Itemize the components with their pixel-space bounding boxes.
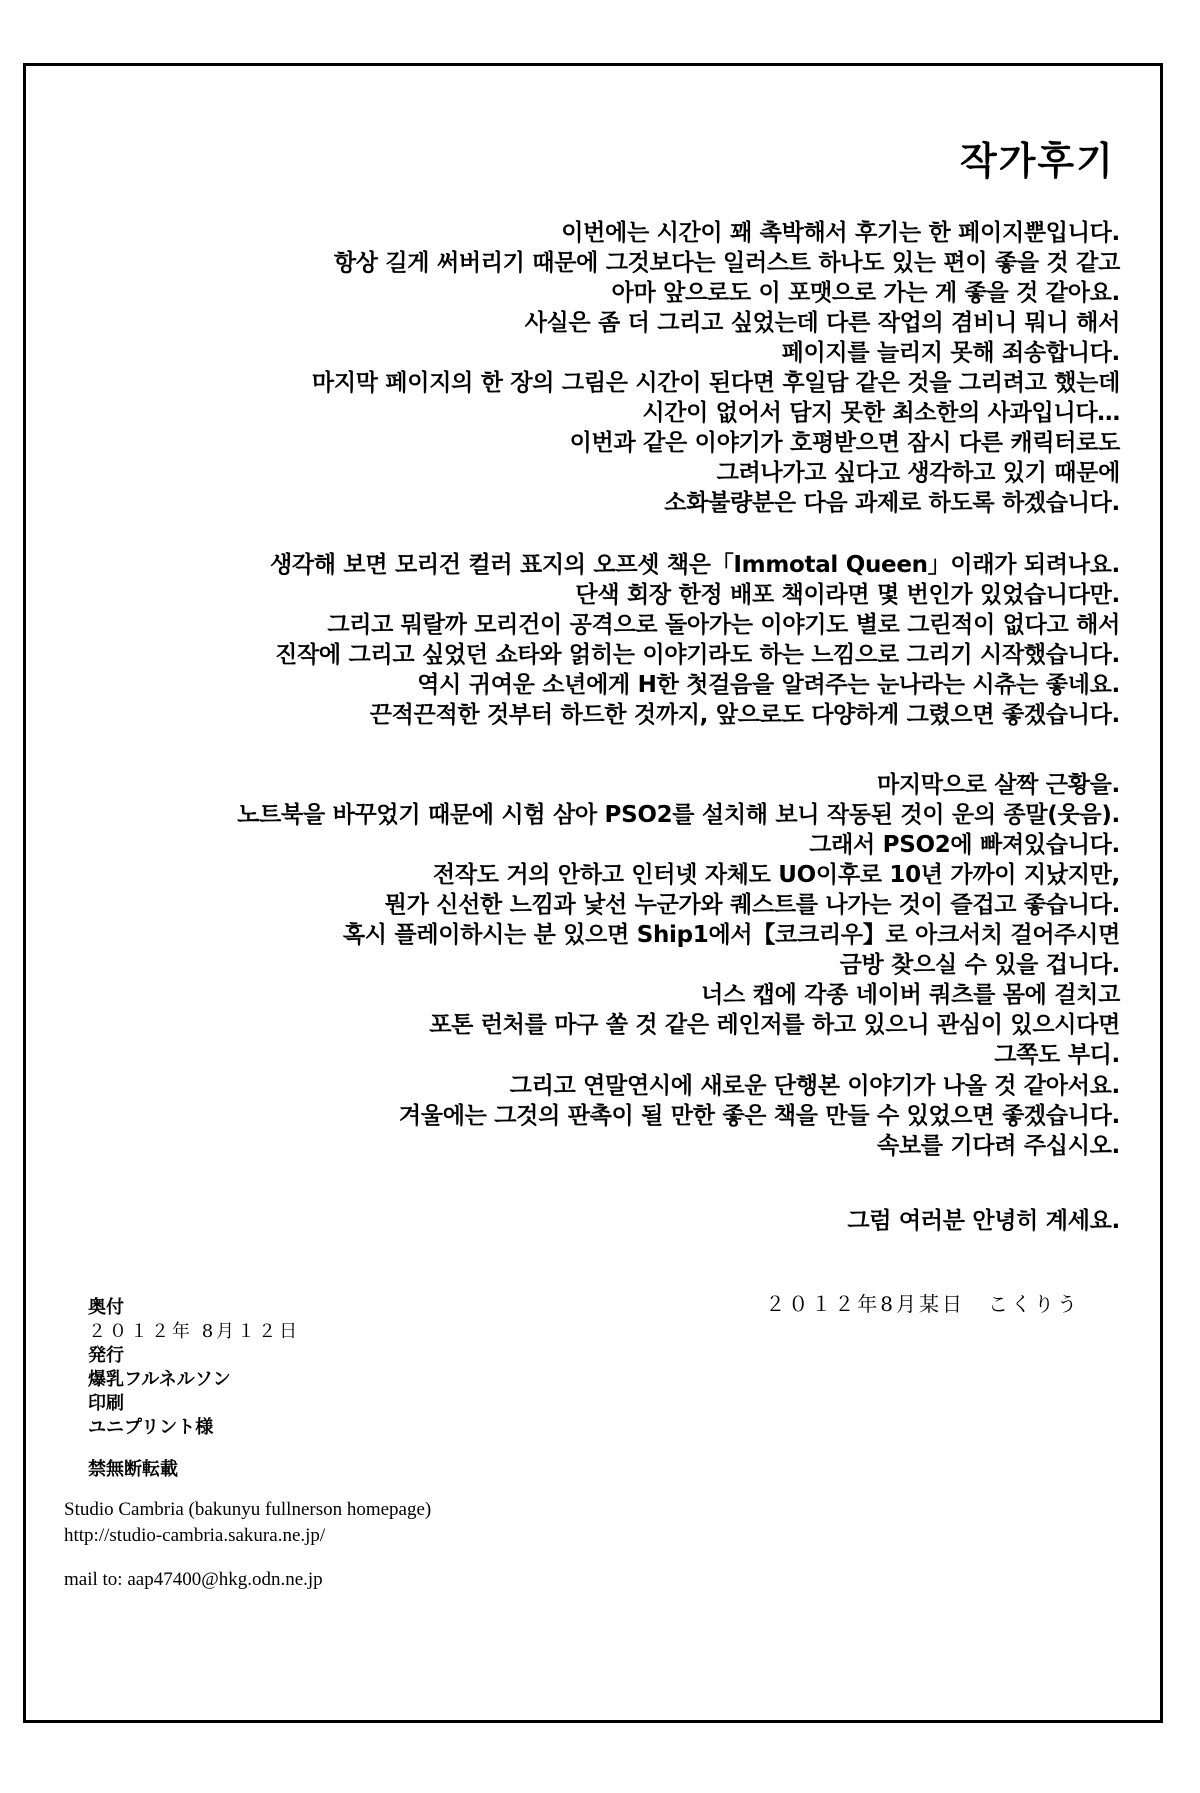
colophon-heading: 奥付 xyxy=(88,1297,124,1318)
text-line: 그리고 뭐랄까 모리건이 공격으로 돌아가는 이야기도 별로 그린적이 없다고 해서 xyxy=(327,612,1120,638)
text-line: 사실은 좀 더 그리고 싶었는데 다른 작업의 겸비니 뭐니 해서 xyxy=(524,310,1120,336)
text-line: 진작에 그리고 싶었던 쇼타와 얽히는 이야기라도 하는 느낌으로 그리기 시작했습니다. xyxy=(275,642,1120,668)
publisher-label: 発行 xyxy=(88,1345,124,1366)
site-name: Studio Cambria (bakunyu fullnerson homepage) xyxy=(64,1499,432,1520)
text-line: 노트북을 바꾸었기 때문에 시험 삼아 PSO2를 설치해 보니 작동된 것이 운의 종말(웃음). xyxy=(237,802,1120,828)
afterword-paragraph-1 xyxy=(312,218,1120,518)
contact-email: mail to: aap47400@hkg.odn.ne.jp xyxy=(64,1569,323,1590)
text-line: 그려나가고 싶다고 생각하고 있기 때문에 xyxy=(716,460,1120,486)
text-line: 포톤 런처를 마구 쏠 것 같은 레인저를 하고 있으니 관심이 있으시다면 xyxy=(429,1012,1120,1038)
text-line: 혹시 플레이하시는 분 있으면 Ship1에서【코크리우】로 아크서치 걸어주시면 xyxy=(342,922,1120,948)
reprint-notice: 禁無断転載 xyxy=(88,1459,178,1480)
text-line: 마지막으로 살짝 근황을. xyxy=(876,772,1120,798)
text-line: 항상 길게 써버리기 때문에 그것보다는 일러스트 하나도 있는 편이 좋을 것 같고 xyxy=(333,250,1120,276)
text-line: 끈적끈적한 것부터 하드한 것까지, 앞으로도 다양하게 그렸으면 좋겠습니다. xyxy=(369,702,1120,728)
closing-line xyxy=(847,1206,1120,1236)
text-line: 마지막 페이지의 한 장의 그림은 시간이 된다면 후일담 같은 것을 그리려고 했는데 xyxy=(311,370,1120,396)
text-line: 그럼 여러분 안녕히 계세요. xyxy=(847,1208,1120,1234)
text-line: 소화불량분은 다음 과제로 하도록 하겠습니다. xyxy=(664,490,1120,516)
contact-info xyxy=(64,1497,431,1593)
printer-label: 印刷 xyxy=(88,1393,124,1414)
text-line: 속보를 기다려 주십시오. xyxy=(876,1133,1120,1159)
text-line: 이번에는 시간이 꽤 촉박해서 후기는 한 페이지뿐입니다. xyxy=(561,220,1120,246)
text-line: 단색 회장 한정 배포 책이라면 몇 번인가 있었습니다만. xyxy=(575,582,1120,608)
text-line: 생각해 보면 모리건 컬러 표지의 오프셋 책은「Immotal Queen」이래가 되려나요. xyxy=(269,552,1120,578)
text-line: 아마 앞으로도 이 포맷으로 가는 게 좋을 것 같아요. xyxy=(611,280,1120,306)
colophon-date: ２０１２年 8月１２日 xyxy=(88,1321,301,1342)
afterword-paragraph-3 xyxy=(237,770,1120,1070)
text-line: 페이지를 늘리지 못해 죄송합니다. xyxy=(781,340,1120,366)
colophon xyxy=(88,1296,300,1482)
text-line: 뭔가 신선한 느낌과 낯선 누군가와 퀘스트를 나가는 것이 즐겁고 좋습니다. xyxy=(384,892,1120,918)
text-line: 겨울에는 그것의 판촉이 될 만한 좋은 책을 만들 수 있었으면 좋겠습니다. xyxy=(398,1103,1120,1129)
text-line: 시간이 없어서 담지 못한 최소한의 사과입니다… xyxy=(642,400,1120,426)
text-line: 금방 찾으실 수 있을 겁니다. xyxy=(839,952,1120,978)
printer-name: ユニプリント様 xyxy=(88,1417,214,1438)
text-line: 너스 캡에 각종 네이버 쿼츠를 몸에 걸치고 xyxy=(701,982,1120,1008)
publisher-name: 爆乳フルネルソン xyxy=(88,1369,231,1390)
text-line: 이번과 같은 이야기가 호평받으면 잠시 다른 캐릭터로도 xyxy=(569,430,1120,456)
text-line: 역시 귀여운 소년에게 H한 첫걸음을 알려주는 눈나라는 시츄는 좋네요. xyxy=(417,672,1120,698)
text-line: 그쪽도 부디. xyxy=(994,1042,1120,1068)
site-url: http://studio-cambria.sakura.ne.jp/ xyxy=(64,1525,326,1546)
text-line: 그리고 연말연시에 새로운 단행본 이야기가 나올 것 같아서요. xyxy=(509,1073,1120,1099)
page-title: 작가후기 xyxy=(960,139,1115,183)
text-line: 전작도 거의 안하고 인터넷 자체도 UO이후로 10년 가까이 지났지만, xyxy=(432,862,1120,888)
text-line: 그래서 PSO2에 빠져있습니다. xyxy=(809,832,1120,858)
afterword-paragraph-4 xyxy=(399,1071,1120,1161)
afterword-paragraph-2 xyxy=(270,550,1120,730)
signature-date: ２０１２年8月某日 こくりう xyxy=(765,1292,1080,1316)
